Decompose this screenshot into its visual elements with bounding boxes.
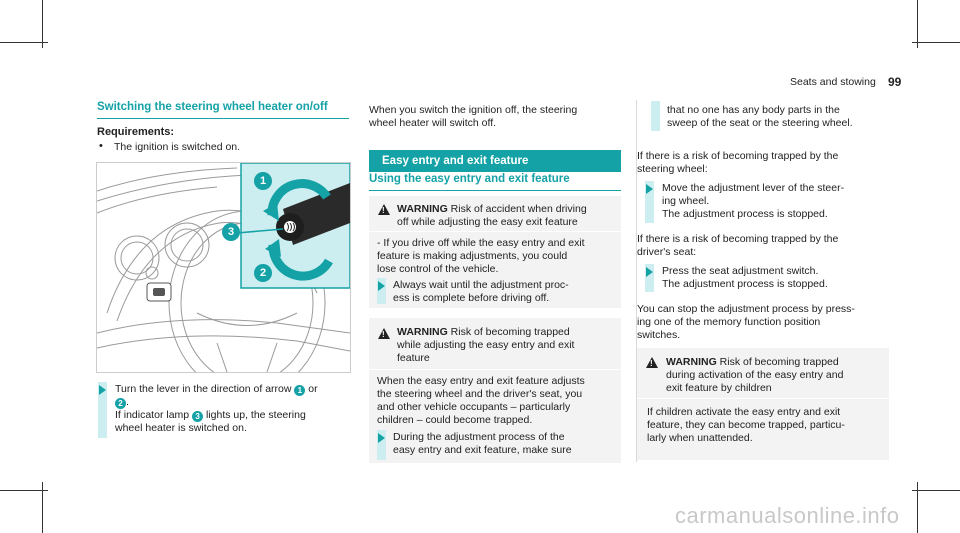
section-bar-easy-entry: Easy entry and exit feature <box>369 150 621 172</box>
step-arrow-icon <box>646 267 653 277</box>
requirements-label: Requirements: <box>97 126 175 138</box>
crop-mark <box>0 490 48 491</box>
crop-mark <box>912 490 960 491</box>
page-number: 99 <box>888 75 902 89</box>
title-underline <box>97 118 349 119</box>
crop-mark <box>42 0 43 48</box>
step-arrow-icon <box>378 433 385 443</box>
step-press-switch: Press the seat adjustment switch. The adjustment process is stopped. <box>662 265 828 290</box>
step-arrow-icon <box>99 385 106 395</box>
switch-icon <box>147 283 171 301</box>
crop-mark <box>0 42 48 43</box>
section-title-heater: Switching the steering wheel heater on/off <box>97 101 328 113</box>
callout-2: 2 <box>254 264 272 282</box>
warning-head: WARNING Risk of becoming trapped during activation of the easy entry and exit feature by children <box>666 356 844 394</box>
ignition-note: When you switch the ignition off, the steering wheel heater will switch off. <box>369 104 578 129</box>
warning-icon <box>378 328 390 339</box>
callout-3-inline: 3 <box>192 411 203 422</box>
step-continuation-marker <box>651 101 660 131</box>
subsection-title: Using the easy entry and exit feature <box>369 173 570 185</box>
crop-mark <box>917 0 918 48</box>
paragraph-steering-trap: If there is a risk of becoming trapped by the steering wheel: <box>637 150 839 175</box>
step-continuation: that no one has any body parts in the sweep of the seat or the steering wheel. <box>667 104 853 129</box>
requirement-text: The ignition is switched on. <box>114 141 241 153</box>
warning-text: - If you drive off while the easy entry and exit feature is making adjustments, you could lose control of the vehicle. <box>377 237 585 275</box>
watermark: carmanualsonline.info <box>675 503 900 528</box>
step-move-lever: Move the adjustment lever of the steer- ing wheel. The adjustment process is stopped. <box>662 182 845 220</box>
warning-text: When the easy entry and exit feature adjusts the steering wheel and the driver's seat, you and other vehicle occupants – particularly children – could become trapped. <box>377 375 585 426</box>
callout-2-inline: 2 <box>115 398 126 409</box>
paragraph-memory-stop: You can stop the adjustment process by press- ing one of the memory function position switches. <box>637 303 855 341</box>
paragraph-seat-trap: If there is a risk of becoming trapped by the driver's seat: <box>637 233 839 258</box>
warning-divider <box>369 231 621 232</box>
warning-step: During the adjustment process of the easy entry and exit feature, make sure <box>393 431 572 456</box>
warning-divider <box>637 398 889 399</box>
steering-wheel-drawing <box>97 163 350 372</box>
warning-text: If children activate the easy entry and exit feature, they can become trapped, particu- larly when unattended. <box>647 406 845 444</box>
warning-step: Always wait until the adjustment proc- ess is complete before driving off. <box>393 279 569 304</box>
bullet: • <box>99 140 103 152</box>
warning-icon <box>646 357 658 368</box>
warning-head: WARNING Risk of becoming trapped while adjusting the easy entry and exit feature <box>397 326 575 364</box>
warning-icon <box>378 204 390 215</box>
running-header <box>790 76 876 89</box>
step-arrow-icon <box>378 281 385 291</box>
warning-head: WARNING Risk of accident when driving off while adjusting the easy exit feature <box>397 203 587 228</box>
subsection-underline <box>369 190 621 191</box>
callout-1: 1 <box>254 172 272 190</box>
steering-wheel-illustration <box>96 162 351 373</box>
warning-divider <box>369 369 621 370</box>
step-turn-lever: Turn the lever in the direction of arrow 1 or 2 . If indicator lamp 3 lights up, the steering wheel heater is switched on. <box>115 383 318 434</box>
step-arrow-icon <box>646 184 653 194</box>
callout-3: 3 <box>222 223 240 241</box>
crop-mark <box>912 42 960 43</box>
header-section: Seats and stowing <box>790 76 876 88</box>
callout-1-inline: 1 <box>294 385 305 396</box>
